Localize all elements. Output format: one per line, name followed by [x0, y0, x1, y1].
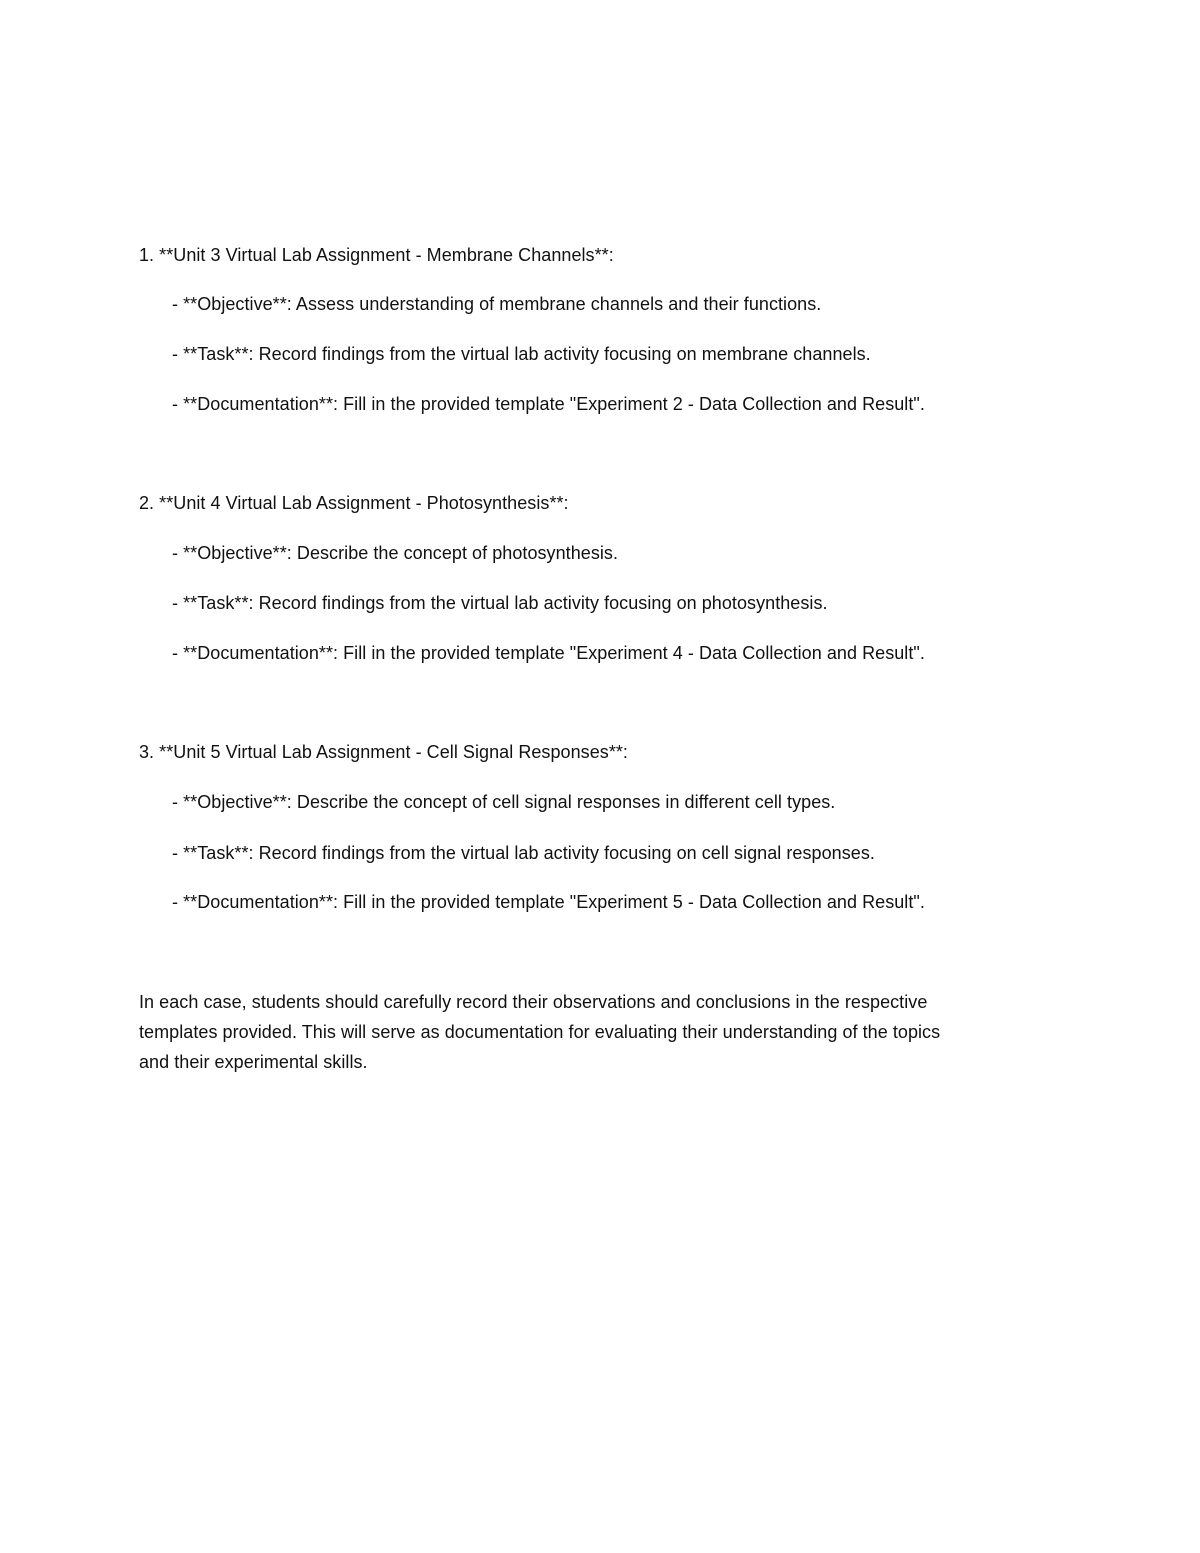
closing-paragraph-line-1: In each case, students should carefully record their observations and conclusions in the respective [139, 992, 928, 1012]
section-3-objective: - **Objective**: Describe the concept of cell signal responses in different cell types. [172, 792, 836, 812]
section-3-documentation: - **Documentation**: Fill in the provided template "Experiment 5 - Data Collection and Result". [172, 892, 925, 912]
section-1-documentation: - **Documentation**: Fill in the provided template "Experiment 2 - Data Collection and Result". [172, 394, 925, 414]
section-2-objective: - **Objective**: Describe the concept of photosynthesis. [172, 543, 619, 563]
section-2-task: - **Task**: Record findings from the virtual lab activity focusing on photosynthesis. [172, 593, 828, 613]
section-1-task: - **Task**: Record findings from the virtual lab activity focusing on membrane channels. [172, 344, 871, 364]
closing-paragraph-line-3: and their experimental skills. [139, 1052, 368, 1072]
section-1-objective: - **Objective**: Assess understanding of membrane channels and their functions. [172, 294, 822, 314]
section-3-heading: 3. **Unit 5 Virtual Lab Assignment - Cell Signal Responses**: [139, 742, 628, 762]
section-1-heading: 1. **Unit 3 Virtual Lab Assignment - Membrane Channels**: [139, 245, 614, 265]
section-3-task: - **Task**: Record findings from the virtual lab activity focusing on cell signal responses. [172, 843, 875, 863]
section-2-documentation: - **Documentation**: Fill in the provided template "Experiment 4 - Data Collection and Result". [172, 643, 925, 663]
closing-paragraph-line-2: templates provided. This will serve as documentation for evaluating their understanding of the topics [139, 1022, 941, 1042]
section-2-heading: 2. **Unit 4 Virtual Lab Assignment - Photosynthesis**: [139, 493, 569, 513]
